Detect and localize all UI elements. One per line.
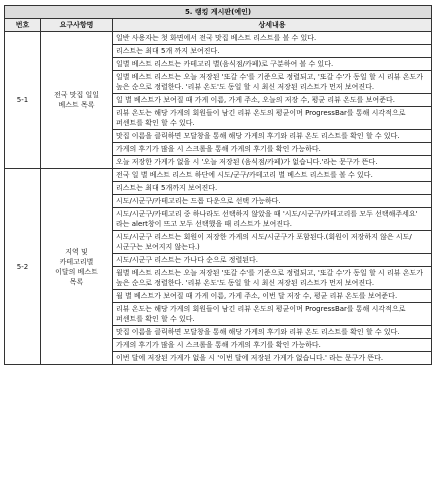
header-requirement: 요구사항명 bbox=[41, 19, 113, 32]
detail-text: 맛집 이름을 클릭하면 모달창을 통해 해당 가게의 후기와 리뷰 온도 리스트를 확인 할 수 있다. bbox=[113, 326, 432, 339]
detail-text: 시도/시군구 리스트는 회원이 저장한 가게의 시도/시군구가 포함된다.(회원이 저장하지 않은 시도/시군구는 보여지지 않는다.) bbox=[113, 231, 432, 254]
requirement-name-line: 이달의 베스트 bbox=[55, 267, 98, 276]
detail-text: 리뷰 온도는 해당 가게의 회원들이 남긴 리뷰 온도의 평균이며 ProgressBar를 통해 시각적으로 퍼센트를 확인 할 수 있다. bbox=[113, 107, 432, 130]
detail-text: 리스트는 최대 5개 까지 보여진다. bbox=[113, 45, 432, 58]
detail-text: 가게의 후기가 많을 시 스크롤을 통해 가게의 후기를 확인 가능하다. bbox=[113, 143, 432, 156]
detail-text: 일반 사용자는 첫 화면에서 전국 맛집 베스트 리스트를 볼 수 있다. bbox=[113, 32, 432, 45]
section-number: 5-2 bbox=[5, 169, 41, 365]
detail-text: 시도/시군구/카테고리 중 하나라도 선택하지 않았을 때 '시도/시군구/카테고리를 모두 선택해주세요' 라는 alert창이 뜨고 모두 선택했을 때 리스트가 보여진다. bbox=[113, 208, 432, 231]
requirement-name-line: 카테고리별 bbox=[59, 257, 94, 266]
detail-text: 오늘 저장한 가게가 없을 시 '오늘 저장된 (음식점/카페)가 없습니다.'라는 문구가 뜬다. bbox=[113, 156, 432, 169]
title-row bbox=[5, 6, 432, 19]
table-body bbox=[5, 32, 432, 365]
requirements-table bbox=[4, 5, 432, 365]
requirement-name-line: 목록 bbox=[69, 277, 84, 286]
table-title: 5. 랭킹 게시판(예인) bbox=[5, 6, 432, 19]
table-row bbox=[5, 169, 432, 182]
requirement-name bbox=[41, 32, 113, 169]
detail-text: 맛집 이름을 클릭하면 모달창을 통해 해당 가게의 후기와 리뷰 온도 리스트를 확인 할 수 있다. bbox=[113, 130, 432, 143]
detail-text: 일별 베스트 리스트는 오늘 저장된 '또갈 수'를 기준으로 정렬되고, '또갈 수'가 동일 할 시 리뷰 온도가 높은 순으로 정렬한다. '리뷰 온도'도 동일 할 시 최신 저장된 리스트가 먼저 보여진다. bbox=[113, 71, 432, 94]
detail-text: 일별 베스트 리스트는 카테고리 별(음식점/카페)로 구분하여 볼 수 있다. bbox=[113, 58, 432, 71]
detail-text: 리스트는 최대 5개까지 보여진다. bbox=[113, 182, 432, 195]
detail-text: 전국 일 별 베스트 리스트 하단에 시도/군구/카테고리 별 베스트 리스트를 볼 수 있다. bbox=[113, 169, 432, 182]
detail-text: 월별 베스트 리스트는 오늘 저장된 '또갈 수'를 기준으로 정렬되고, '또갈 수'가 동일 할 시 리뷰 온도가 높은 순으로 정렬한다. '리뷰 온도'도 동일 할 시 최신 저장된 리스트가 먼저 보여진다. bbox=[113, 267, 432, 290]
header-number: 번호 bbox=[5, 19, 41, 32]
detail-text: 이번 달에 저장된 가게가 없을 시 '이번 달에 저장된 가게가 없습니다.' 라는 문구가 뜬다. bbox=[113, 352, 432, 365]
requirement-name-line: 베스트 목록 bbox=[58, 101, 95, 109]
detail-text: 월 별 베스트가 보여질 때 가게 이름, 가게 주소, 이번 달 저장 수, 평균 리뷰 온도를 보여준다. bbox=[113, 290, 432, 303]
detail-text: 시도/시군구 리스트는 가나다 순으로 정렬된다. bbox=[113, 254, 432, 267]
requirement-name-line: 전국 맛집 일일 bbox=[53, 91, 100, 99]
detail-text: 시도/시군구/카테고리는 드롭 다운으로 선택 가능하다. bbox=[113, 195, 432, 208]
requirement-name bbox=[41, 169, 113, 365]
table-row bbox=[5, 32, 432, 45]
section-number: 5-1 bbox=[5, 32, 41, 169]
detail-text: 일 별 베스트가 보여질 때 가게 이름, 가게 주소, 오늘의 저장 수, 평균 리뷰 온도를 보여준다. bbox=[113, 94, 432, 107]
requirement-name-line: 지역 및 bbox=[65, 247, 88, 256]
detail-text: 가게의 후기가 많을 시 스크롤을 통해 가게의 후기를 확인 가능하다. bbox=[113, 339, 432, 352]
header-detail: 상세내용 bbox=[113, 19, 432, 32]
header-row bbox=[5, 19, 432, 32]
detail-text: 리뷰 온도는 해당 가게의 회원들이 남긴 리뷰 온도의 평균이며 ProgressBar를 통해 시각적으로 퍼센트를 확인 할 수 있다. bbox=[113, 303, 432, 326]
